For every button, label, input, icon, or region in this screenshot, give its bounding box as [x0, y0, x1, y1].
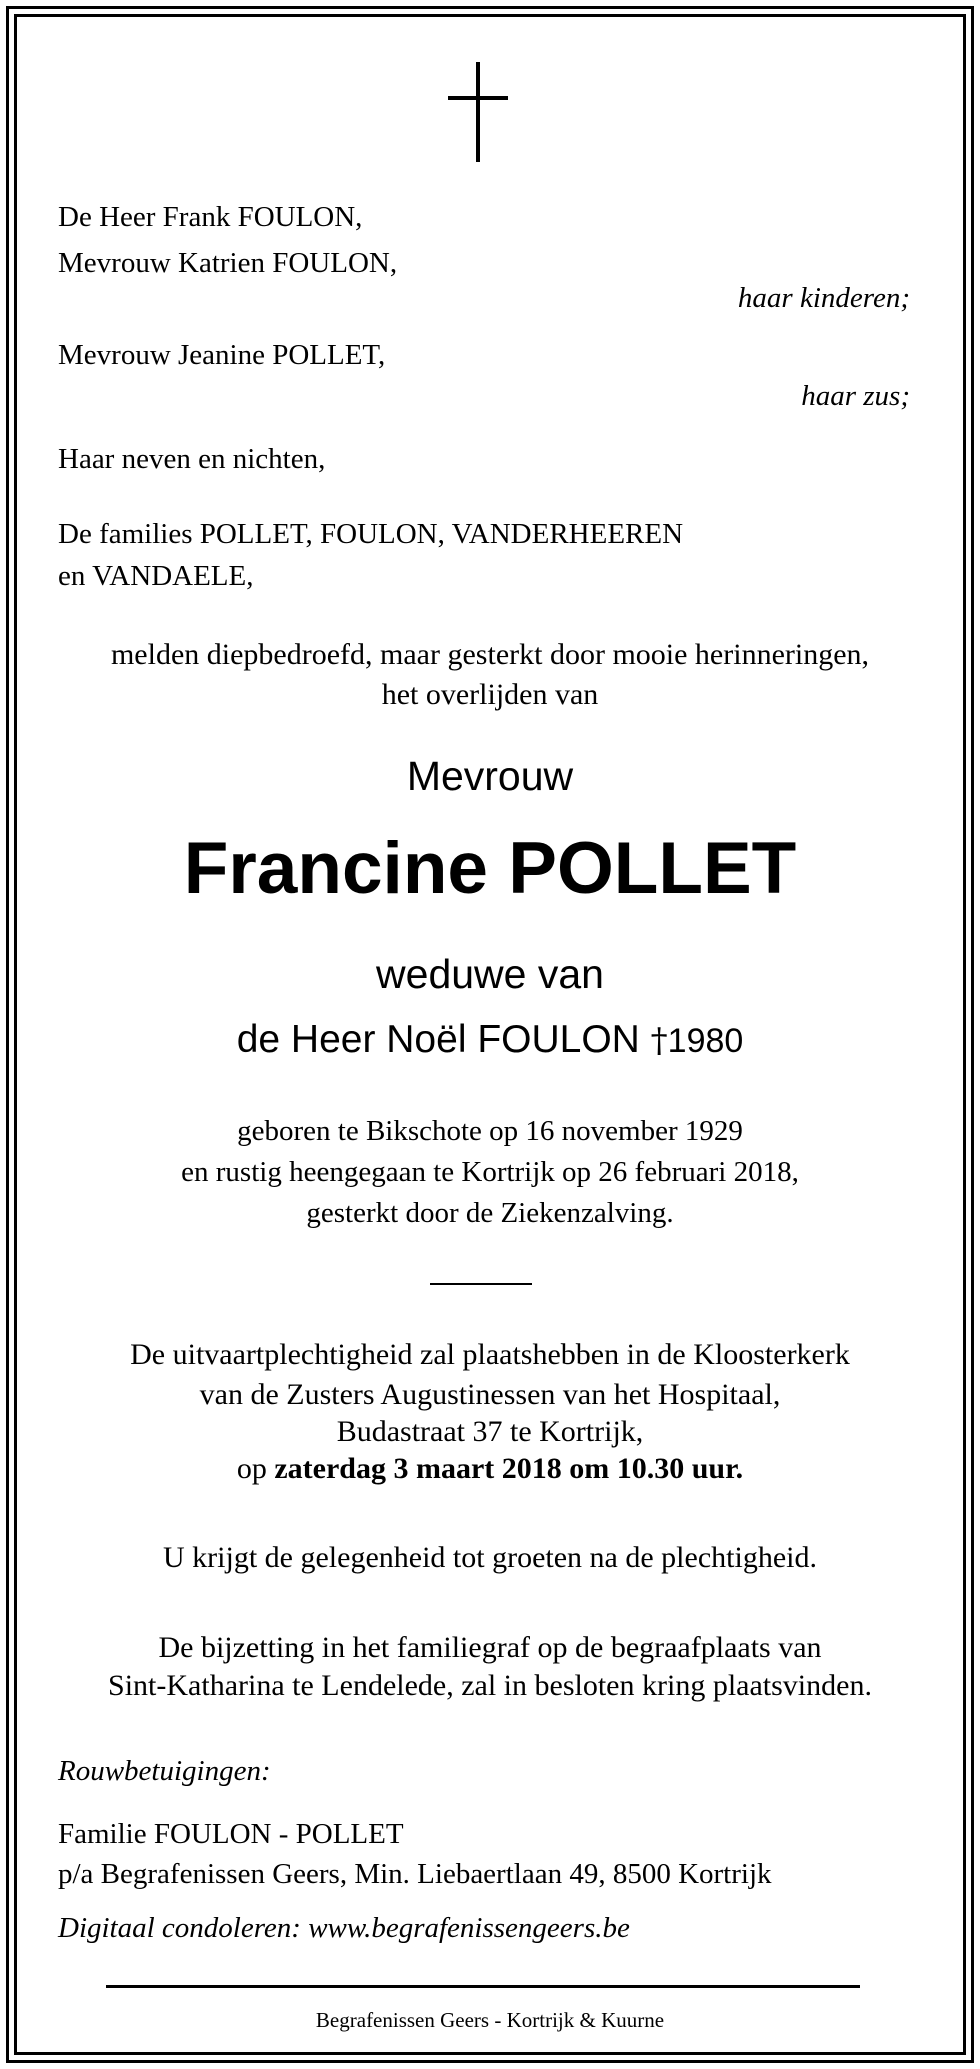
greeting-line: U krijgt de gelegenheid tot groeten na de plechtigheid.: [163, 1541, 817, 1574]
dates-line-2: en rustig heengegaan te Kortrijk op 26 februari 2018,: [181, 1156, 799, 1188]
spouse-line: [0, 1020, 980, 1059]
family-line-1: De Heer Frank FOULON,: [58, 201, 363, 233]
spouse-year: 1980: [667, 1022, 744, 1060]
family-line-4: Haar neven en nichten,: [58, 443, 326, 475]
deceased-title: Mevrouw: [406, 753, 574, 799]
family-line-5: De families POLLET, FOULON, VANDERHEEREN: [58, 518, 684, 550]
burial-line-1: De bijzetting in het familiegraf op de begraafplaats van: [158, 1631, 822, 1664]
digital-condolences-link[interactable]: Digitaal condoleren: www.begrafenissengeers.be: [58, 1912, 630, 1944]
announce-line-1: melden diepbedroefd, maar gesterkt door mooie herinneringen,: [110, 638, 870, 671]
dates-line-1: geboren te Bikschote op 16 november 1929: [237, 1115, 743, 1147]
funeral-line-3: Budastraat 37 te Kortrijk,: [336, 1415, 644, 1448]
funeral-prefix: op: [236, 1452, 275, 1485]
announce-line-2: het overlijden van: [381, 678, 599, 711]
condolences-label: Rouwbetuigingen:: [58, 1755, 271, 1787]
widow-of: weduwe van: [376, 951, 604, 997]
children-label: haar kinderen;: [737, 282, 910, 314]
family-line-6: en VANDAELE,: [58, 560, 254, 592]
footer-separator: [106, 1985, 860, 1988]
cross-icon: [448, 62, 508, 162]
funeral-line-4: [0, 1454, 980, 1484]
dates-line-3: gesterkt door de Ziekenzalving.: [306, 1197, 674, 1229]
funeral-datetime: zaterdag 3 maart 2018 om 10.30 uur.: [274, 1452, 744, 1485]
funeral-line-1: De uitvaartplechtigheid zal plaatshebben in de Kloosterkerk: [130, 1338, 850, 1371]
deceased-name: Francine POLLET: [183, 828, 797, 909]
family-line-2: Mevrouw Katrien FOULON,: [58, 247, 398, 279]
funeral-line-2: van de Zusters Augustinessen van het Hospitaal,: [199, 1378, 781, 1411]
burial-line-2: Sint-Katharina te Lendelede, zal in besloten kring plaatsvinden.: [108, 1669, 872, 1702]
dagger-icon: †: [650, 1021, 668, 1061]
sister-label: haar zus;: [801, 380, 910, 412]
short-separator: [430, 1283, 532, 1285]
condolences-line-2: p/a Begrafenissen Geers, Min. Liebaertlaan 49, 8500 Kortrijk: [58, 1858, 772, 1890]
condolences-line-1: Familie FOULON - POLLET: [58, 1818, 404, 1850]
spouse-name: de Heer Noël FOULON: [236, 1018, 640, 1061]
footer-text: Begrafenissen Geers - Kortrijk & Kuurne: [315, 2008, 665, 2032]
family-line-3: Mevrouw Jeanine POLLET,: [58, 339, 386, 371]
